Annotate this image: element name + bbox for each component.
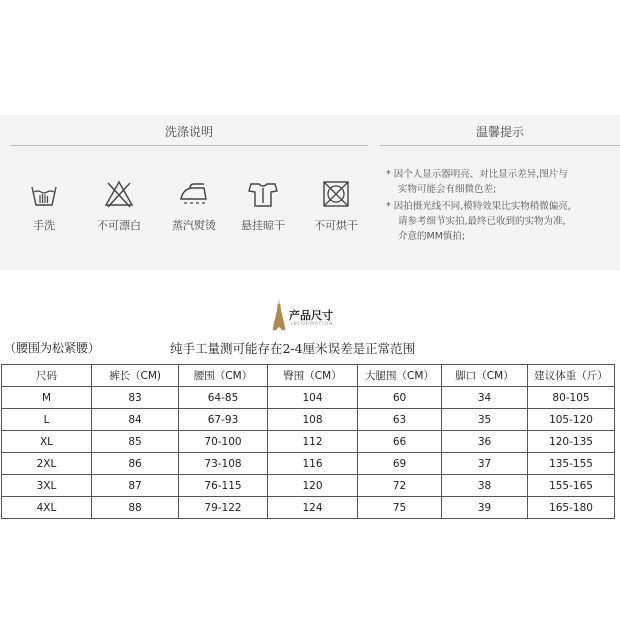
hang-dry-icon [247, 179, 279, 209]
care-item-hand-wash [14, 179, 74, 233]
table-cell: 105-120 [528, 409, 615, 431]
table-cell: 2XL [2, 453, 92, 475]
table-cell: 39 [442, 497, 528, 519]
table-cell: 72 [358, 475, 442, 497]
table-row [2, 409, 615, 431]
table-cell: 155-165 [528, 475, 615, 497]
header-cell: 脚口（CM） [442, 365, 528, 387]
no-bleach-icon [104, 179, 134, 209]
table-cell: 83 [92, 387, 179, 409]
care-label: 蒸汽熨烫 [172, 219, 216, 232]
table-cell: 120-135 [528, 431, 615, 453]
table-cell: 66 [358, 431, 442, 453]
no-tumble-dry-icon [321, 179, 351, 209]
header-cell: 大腿围（CM） [358, 365, 442, 387]
table-cell: 38 [442, 475, 528, 497]
table-cell: 70-100 [179, 431, 268, 453]
header-cell: 建议体重（斤） [528, 365, 615, 387]
table-row [2, 431, 615, 453]
table-cell: 108 [268, 409, 358, 431]
table-cell: 80-105 [528, 387, 615, 409]
size-section-header [0, 295, 620, 335]
table-cell: 35 [442, 409, 528, 431]
table-row [2, 453, 615, 475]
table-cell: 76-115 [179, 475, 268, 497]
table-cell: 64-85 [179, 387, 268, 409]
notice-title: 温馨提示 [475, 125, 524, 139]
hand-wash-icon [29, 179, 59, 209]
header-cell: 臀围（CM） [268, 365, 358, 387]
notice-panel [380, 115, 620, 270]
table-cell: 112 [268, 431, 358, 453]
notice-line: * 因个人显示器明亮、对比显示差异,图片与 [386, 169, 568, 180]
eiffel-tower-icon [272, 299, 286, 331]
table-cell: 84 [92, 409, 179, 431]
care-label: 手洗 [33, 219, 55, 232]
care-item-no-bleach [89, 179, 149, 233]
washing-instructions [0, 115, 378, 270]
table-cell: L [2, 409, 92, 431]
table-cell: 87 [92, 475, 179, 497]
table-cell: 85 [92, 431, 179, 453]
care-label: 不可烘干 [314, 219, 358, 232]
care-panel [0, 115, 620, 270]
header-cell: 腰围（CM） [179, 365, 268, 387]
table-cell: 135-155 [528, 453, 615, 475]
table-cell: 86 [92, 453, 179, 475]
care-label: 悬挂晾干 [241, 219, 285, 232]
header-cell: 裤长（CM) [92, 365, 179, 387]
divider [10, 145, 368, 146]
care-item-hang-dry [233, 179, 293, 233]
table-cell: 116 [268, 453, 358, 475]
table-cell: 124 [268, 497, 358, 519]
size-title: 产品尺寸 [289, 309, 333, 322]
table-header-row [2, 365, 615, 387]
waist-note: （腰围为松紧腰） [4, 341, 101, 355]
table-cell: 165-180 [528, 497, 615, 519]
table-cell: 34 [442, 387, 528, 409]
table-cell: 75 [358, 497, 442, 519]
steam-iron-icon [178, 179, 210, 209]
table-cell: M [2, 387, 92, 409]
divider [380, 145, 620, 146]
table-cell: 36 [442, 431, 528, 453]
care-item-no-tumble-dry [306, 179, 366, 233]
notice-line: * 因拍摄光线不同,模特效果比实物稍微偏亮, [386, 201, 571, 212]
care-item-steam-iron [164, 179, 224, 233]
table-cell: 67-93 [179, 409, 268, 431]
table-row [2, 387, 615, 409]
table-cell: 88 [92, 497, 179, 519]
notice-line: 请参考细节实拍,最终已收到的实物为准, [398, 216, 566, 227]
table-cell: 4XL [2, 497, 92, 519]
notice-line: 介意的MM慎拍; [398, 231, 466, 242]
table-cell: 37 [442, 453, 528, 475]
table-cell: 104 [268, 387, 358, 409]
table-row [2, 497, 615, 519]
table-row [2, 475, 615, 497]
table-cell: 3XL [2, 475, 92, 497]
table-cell: 120 [268, 475, 358, 497]
washing-title: 洗涤说明 [164, 125, 213, 139]
size-subtitle: INFORMATION [291, 322, 334, 327]
table-cell: 69 [358, 453, 442, 475]
table-cell: 60 [358, 387, 442, 409]
table-cell: 79-122 [179, 497, 268, 519]
measure-note: 纯手工量测可能存在2-4厘米误差是正常范围 [170, 341, 416, 356]
size-table [1, 364, 615, 519]
notice-line: 实物可能会有细微色差; [398, 184, 497, 195]
table-cell: 73-108 [179, 453, 268, 475]
header-cell: 尺码 [2, 365, 92, 387]
table-cell: 63 [358, 409, 442, 431]
table-cell: XL [2, 431, 92, 453]
care-label: 不可漂白 [97, 219, 141, 232]
